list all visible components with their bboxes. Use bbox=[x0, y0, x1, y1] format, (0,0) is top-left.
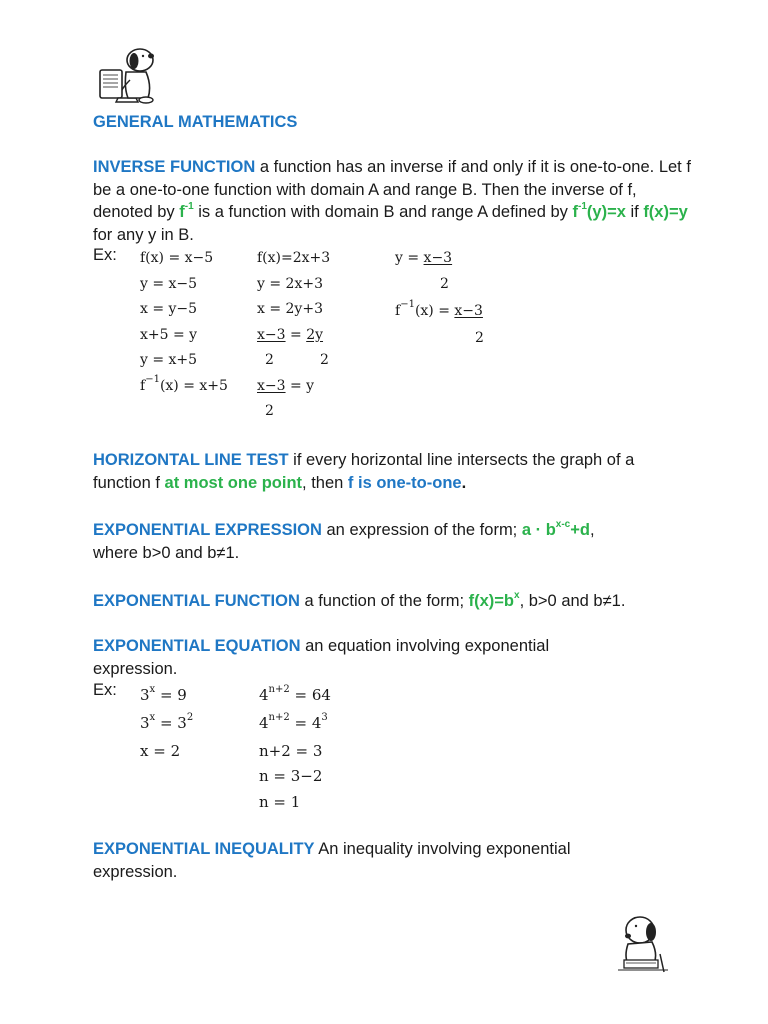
math-line: x = y−5 bbox=[140, 301, 198, 317]
math-line: $f^{-1}(x) = x-3$ bbox=[395, 299, 483, 319]
math-line: x−3 = 2y bbox=[257, 327, 324, 343]
math-line: y = x+5 bbox=[140, 352, 198, 368]
example-label: Ex: bbox=[93, 246, 117, 264]
function-relation: f(x)=y bbox=[643, 203, 688, 221]
term-inverse-function: INVERSE FUNCTION bbox=[93, 158, 256, 176]
math-line: $f^{-1}(x) = x+5$ bbox=[140, 374, 228, 394]
term-horizontal-line-test: HORIZONTAL LINE TEST bbox=[93, 451, 289, 469]
math-line: x = 2y+3 bbox=[257, 301, 323, 317]
f-inverse-notation: $f^{-1}$ bbox=[179, 200, 194, 221]
math-line: $3^x = 9$ bbox=[140, 684, 187, 704]
exponential-function-definition: EXPONENTIAL FUNCTION a function of the form; $f(x)=b^x$, b>0 and b≠1. bbox=[93, 589, 626, 610]
inverse-relation: $f^{-1}(y)=x$ bbox=[572, 200, 626, 221]
math-line: 2 bbox=[440, 276, 449, 292]
math-line: y = x−5 bbox=[140, 276, 198, 292]
page-title: GENERAL MATHEMATICS bbox=[93, 113, 298, 131]
math-line: 2 bbox=[320, 352, 329, 368]
snoopy-writing-icon bbox=[614, 910, 672, 976]
math-line: f(x)=2x+3 bbox=[257, 250, 331, 266]
math-line: 2 bbox=[475, 330, 484, 346]
math-line: n+2 = 3 bbox=[259, 742, 323, 760]
math-line: $4^{n+2} = 4^3$ bbox=[259, 712, 328, 732]
term-exponential-expression: EXPONENTIAL EXPRESSION bbox=[93, 521, 322, 539]
math-line: $3^x = 3^2$ bbox=[140, 712, 194, 732]
math-line: y = x−3 bbox=[395, 250, 453, 266]
exponential-inequality-definition: EXPONENTIAL INEQUALITY An inequality involving exponential expression. bbox=[93, 840, 571, 881]
math-line: n = 3−2 bbox=[259, 767, 323, 785]
exponential-equation-definition: EXPONENTIAL EQUATION an equation involving exponential expression. bbox=[93, 637, 550, 678]
example-label: Ex: bbox=[93, 681, 117, 699]
inverse-function-definition: INVERSE FUNCTION a function has an inverse if and only if it is one-to-one. Let f be a one-to-one function with domain A and range B. Then the inverse of f, denoted by $f^{-1}$ is a function with domain B and range A defined by $f^{-1}(y)=x$ if f(x)=y for any y in B. bbox=[93, 158, 691, 244]
term-exponential-function: EXPONENTIAL FUNCTION bbox=[93, 592, 300, 610]
term-exponential-equation: EXPONENTIAL EQUATION bbox=[93, 637, 301, 655]
math-line: n = 1 bbox=[259, 793, 301, 811]
math-line: f(x) = x−5 bbox=[140, 250, 214, 266]
term-exponential-inequality: EXPONENTIAL INEQUALITY bbox=[93, 840, 315, 858]
math-line: x = 2 bbox=[140, 742, 181, 760]
math-line: $4^{n+2} = 64$ bbox=[259, 684, 331, 704]
math-line: x+5 = y bbox=[140, 327, 198, 343]
math-line: x−3 = y bbox=[257, 378, 315, 394]
snoopy-laptop-icon bbox=[96, 44, 160, 106]
exponential-expression-definition: EXPONENTIAL EXPRESSION an expression of the form; $a \cdot b^{x-c}+d$, where b>0 and b≠1. bbox=[93, 518, 595, 562]
math-line: y = 2x+3 bbox=[257, 276, 323, 292]
math-line: 2 bbox=[265, 403, 274, 419]
math-line: 2 bbox=[265, 352, 274, 368]
horizontal-line-test-definition: HORIZONTAL LINE TEST if every horizontal line intersects the graph of a function f at most one point, then f is one-to-one. bbox=[93, 451, 635, 492]
